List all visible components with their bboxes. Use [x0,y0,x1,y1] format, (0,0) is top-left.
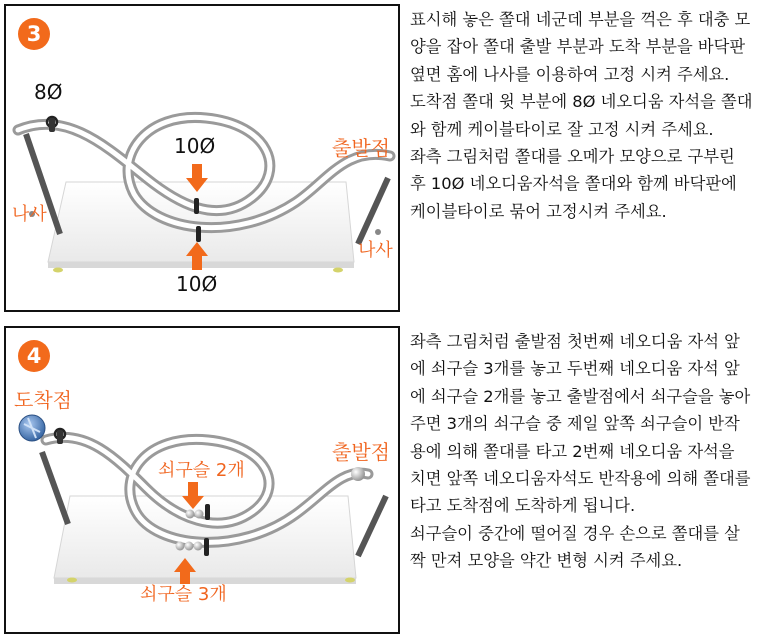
left-post [42,452,68,524]
start-point-label: 출발점 [332,440,390,464]
magnet-8mm-label: 8Ø [34,80,63,104]
arrival-point-label: 도착점 [14,388,72,412]
instruction-paragraph: 쇠구슬이 중간에 떨어질 경우 손으로 쫄대를 살짝 만져 모양을 약간 변형 시켜 주세요. [410,523,740,571]
magnet-10mm-bottom [196,226,201,242]
screw-right-label: 나사 [358,240,393,261]
screw-left-label: 나사 [12,204,47,225]
magnet-10mm-top [194,198,199,214]
instruction-paragraph: 좌측 그림처럼 쫄대를 오메가 모양으로 구부린 후 10Ø 네오디움자석을 쫄대와 함께 바닥판에 케이블타이로 묶어 고정시켜 주세요. [410,147,737,221]
board-foot [53,268,63,273]
arrival-globe-icon [19,415,45,441]
step-4-illustration [4,326,400,634]
magnet-10mm-top-label: 10Ø [174,134,216,158]
steel-balls-three-label: 쇠구슬 3개 [140,584,227,605]
right-post [358,496,386,556]
board-foot [67,578,77,583]
board-foot [345,578,355,583]
step-4-description [410,328,755,575]
board-foot [333,268,343,273]
instruction-paragraph: 도착점 쫄대 윗 부분에 8Ø 네오디움 자석을 쫄대와 함께 케이블타이로 잘 고정 시켜 주세요. [410,92,753,139]
screw-right [375,229,381,235]
step-3-illustration [4,4,400,312]
step-4-section [0,322,760,640]
instruction-paragraph: 좌측 그림처럼 출발점 첫번째 네오디움 자석 앞에 쇠구슬 3개를 놓고 두번째 네오디움 자석 앞에 쇠구슬 2개를 놓고 출발점에서 쇠구슬을 놓아 주면 3개의 쇠구슬 중 제일 앞쪽 쇠구슬이 반작용에 의해 쫄대를 타고 2번째 네오디움 자석을 치면 앞쪽 네오디움자석도 반작용에 의해 쫄대를 타고 도착점에 도착하게 됩니다. [410,332,751,516]
steel-ball-start [351,467,365,481]
step-number-badge: 4 [18,340,50,372]
instruction-paragraph: 표시해 놓은 쫄대 네군데 부분을 꺽은 후 대충 모양을 잡아 쫄대 출발 부분과 도착 부분을 바닥판 옆면 홈에 나사를 이용하여 고정 시켜 주세요. [410,10,751,84]
right-post [358,178,388,244]
magnet-10mm-bottom-label: 10Ø [176,272,218,296]
steel-balls-two-label: 쇠구슬 2개 [158,460,245,481]
step-3-section [0,0,760,318]
step-number-badge: 3 [18,18,50,50]
step-3-description [410,6,755,225]
start-point-label: 출발점 [332,136,390,160]
